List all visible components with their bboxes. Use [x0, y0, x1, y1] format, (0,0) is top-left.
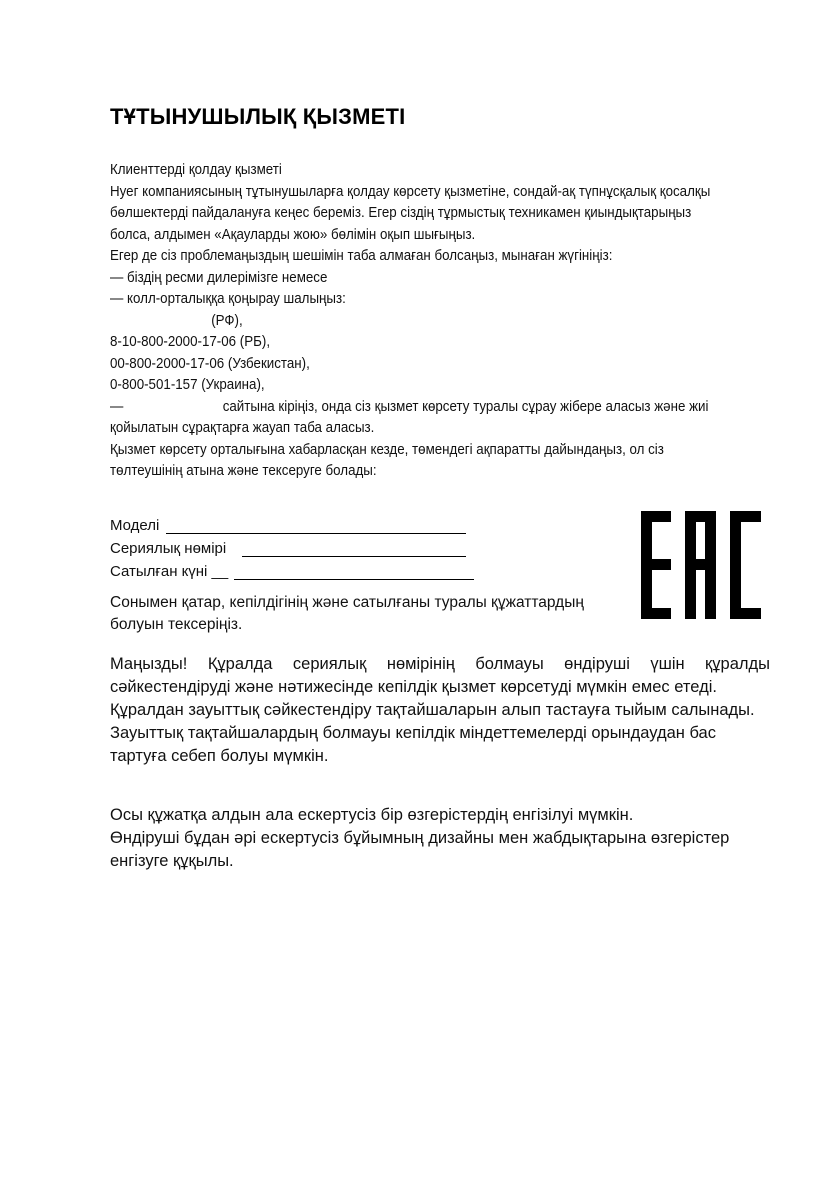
phone-rf: (РФ),: [211, 312, 243, 329]
serial-row: [110, 537, 228, 560]
change-notice-1: Осы құжатқа алдын ала ескертусіз бір өзгерістердің енгізілуі мүмкін.: [110, 806, 634, 824]
date-prefix: __: [211, 563, 229, 580]
date-row: [110, 560, 228, 583]
serial-label: Сериялық нөмірі: [110, 540, 227, 557]
product-info-form: [110, 514, 228, 583]
important-notice: [110, 653, 770, 768]
model-label: Моделі: [110, 517, 160, 534]
phone-uz: 00-800-2000-17-06 (Узбекистан),: [110, 355, 310, 372]
text-line: бөлшектерді пайдалануға кеңес береміз. Егер сіздің тұрмыстық техникамен қиындықтарыңыз: [110, 205, 692, 221]
plates-notice: Құралдан зауыттық сәйкестендіру тақтайшаларын алып тастауға тыйым салынады. Зауыттық тақтайшалардың болмауы кепілдік міндеттемелерді орындаудан бас тартуға себеп болуы мүмкін.: [110, 701, 755, 765]
text-line: болса, алдымен «Ақауларды жою» бөлімін оқып шығыңыз.: [110, 226, 476, 243]
dash: —: [110, 398, 124, 415]
serial-field-line: [242, 556, 466, 557]
support-heading: Клиенттерді қолдау қызметі: [110, 162, 282, 178]
text-line: Егер де сіз проблемаңыздың шешімін таба алмаған болсаңыз, мынаған жүгініңіз:: [110, 248, 613, 264]
list-item-callcenter: — колл-орталыққа қоңырау шалыңыз:: [110, 291, 346, 307]
change-notice-2: Өндіруші бұдан әрі ескертусіз бұйымның дизайны мен жабдықтарына өзгерістер енгізуге құқылы.: [110, 829, 730, 870]
warranty-note: Сонымен қатар, кепілдігінің және сатылғаны туралы құжаттардың болуын тексеріңіз.: [110, 594, 584, 633]
support-text: [110, 160, 770, 483]
change-notice: [110, 804, 770, 873]
eac-mark-icon: [641, 511, 761, 619]
date-field-line: [234, 579, 474, 580]
list-item-dealer: — біздің ресми дилерімізге немесе: [110, 269, 328, 286]
text-line: Қызмет көрсету орталығына хабарласқан кезде, төмендегі ақпаратты дайындаңыз, ол сіз: [110, 441, 664, 458]
date-label: Сатылған күні: [110, 563, 208, 580]
website-text: сайтына кіріңіз, онда сіз қызмет көрсету туралы сұрау жібере аласыз және жиі: [222, 398, 709, 415]
text-line: қойылатын сұрақтарға жауап таба аласыз.: [110, 420, 375, 436]
model-field-line: [166, 533, 466, 534]
page-title: ТҰТЫНУШЫЛЫҚ ҚЫЗМЕТІ: [110, 104, 406, 129]
phone-rb: 8-10-800-2000-17-06 (РБ),: [110, 334, 271, 350]
important-line-1: Маңызды! Құралда сериялық нөмірінің болмауы өндіруші үшін құралды: [110, 655, 770, 673]
important-line-rest: сәйкестендіруді және нәтижесінде кепілдік қызмет көрсетуді мүмкін емес етеді.: [110, 678, 717, 696]
list-item-website: [110, 397, 717, 419]
model-row: [110, 514, 228, 537]
text-line: Нуег компаниясының тұтынушыларға қолдау көрсету қызметіне, сондай-ақ түпнұсқалық қосалқы: [110, 183, 711, 200]
phone-ua: 0-800-501-157 (Украина),: [110, 377, 265, 393]
text-line: төлтеушінің атына және тексеруге болады:: [110, 463, 377, 479]
